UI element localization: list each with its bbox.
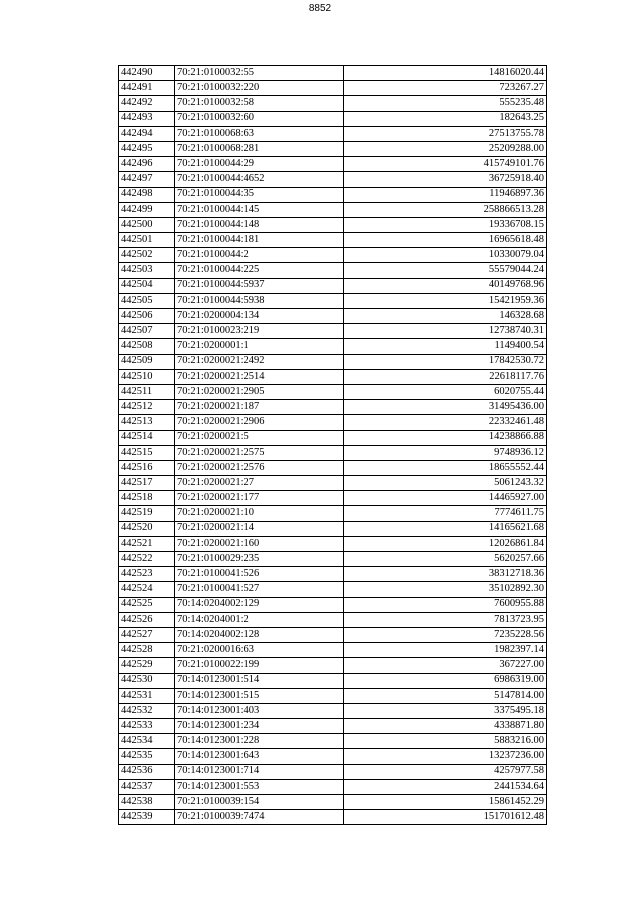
table-row: [119, 582, 547, 597]
row-number-cell: 442530: [119, 673, 175, 688]
row-number-cell: 442508: [119, 339, 175, 354]
cadastral-value-cell: 11946897.36: [344, 187, 547, 202]
table-row: [119, 703, 547, 718]
cadastral-number-cell: 70:21:0100044:29: [175, 157, 344, 172]
table-row: [119, 612, 547, 627]
cadastral-number-cell: 70:21:0100022:199: [175, 658, 344, 673]
row-number-cell: 442525: [119, 597, 175, 612]
cadastral-value-cell: 15861452.29: [344, 795, 547, 810]
cadastral-number-cell: 70:21:0100039:7474: [175, 810, 344, 825]
table-row: [119, 430, 547, 445]
table-row: [119, 719, 547, 734]
cadastral-number-cell: 70:21:0100044:148: [175, 217, 344, 232]
cadastral-value-cell: 38312718.36: [344, 567, 547, 582]
cadastral-value-cell: 14465927.00: [344, 491, 547, 506]
row-number-cell: 442524: [119, 582, 175, 597]
table-row: [119, 734, 547, 749]
table-row: [119, 111, 547, 126]
table-row: [119, 476, 547, 491]
table-row: [119, 749, 547, 764]
cadastral-number-cell: 70:21:0200021:2576: [175, 460, 344, 475]
table-row: [119, 536, 547, 551]
row-number-cell: 442514: [119, 430, 175, 445]
cadastral-value-cell: 14238866.88: [344, 430, 547, 445]
cadastral-number-cell: 70:14:0204002:129: [175, 597, 344, 612]
row-number-cell: 442518: [119, 491, 175, 506]
cadastral-number-cell: 70:21:0200001:1: [175, 339, 344, 354]
table-row: [119, 567, 547, 582]
row-number-cell: 442491: [119, 81, 175, 96]
table-row: [119, 172, 547, 187]
cadastral-number-cell: 70:21:0200021:2514: [175, 369, 344, 384]
cadastral-value-cell: 6986319.00: [344, 673, 547, 688]
row-number-cell: 442521: [119, 536, 175, 551]
cadastral-number-cell: 70:21:0100032:220: [175, 81, 344, 96]
cadastral-number-cell: 70:21:0100032:60: [175, 111, 344, 126]
cadastral-value-cell: 7600955.88: [344, 597, 547, 612]
row-number-cell: 442532: [119, 703, 175, 718]
cadastral-number-cell: 70:21:0100044:5938: [175, 293, 344, 308]
cadastral-value-cell: 22332461.48: [344, 415, 547, 430]
table-row: [119, 521, 547, 536]
cadastral-number-cell: 70:14:0123001:714: [175, 764, 344, 779]
table-row: [119, 354, 547, 369]
cadastral-value-cell: 4338871.80: [344, 719, 547, 734]
cadastral-number-cell: 70:21:0100068:63: [175, 126, 344, 141]
cadastral-value-cell: 5061243.32: [344, 476, 547, 491]
row-number-cell: 442494: [119, 126, 175, 141]
cadastral-value-cell: 415749101.76: [344, 157, 547, 172]
cadastral-number-cell: 70:21:0200021:2906: [175, 415, 344, 430]
table-row: [119, 126, 547, 141]
cadastral-number-cell: 70:21:0100041:527: [175, 582, 344, 597]
row-number-cell: 442495: [119, 141, 175, 156]
row-number-cell: 442537: [119, 779, 175, 794]
table-row: [119, 491, 547, 506]
row-number-cell: 442492: [119, 96, 175, 111]
row-number-cell: 442528: [119, 643, 175, 658]
table-row: [119, 506, 547, 521]
cadastral-number-cell: 70:21:0100032:58: [175, 96, 344, 111]
cadastral-number-cell: 70:21:0200016:63: [175, 643, 344, 658]
table-row: [119, 66, 547, 81]
table-row: [119, 597, 547, 612]
table-row: [119, 688, 547, 703]
cadastral-value-cell: 182643.25: [344, 111, 547, 126]
cadastral-value-cell: 14165621.68: [344, 521, 547, 536]
cadastral-number-cell: 70:14:0123001:553: [175, 779, 344, 794]
table-row: [119, 384, 547, 399]
cadastral-number-cell: 70:14:0204002:128: [175, 627, 344, 642]
row-number-cell: 442502: [119, 248, 175, 263]
table-row: [119, 673, 547, 688]
cadastral-number-cell: 70:21:0100039:154: [175, 795, 344, 810]
row-number-cell: 442509: [119, 354, 175, 369]
cadastral-value-cell: 151701612.48: [344, 810, 547, 825]
row-number-cell: 442493: [119, 111, 175, 126]
table-row: [119, 96, 547, 111]
cadastral-number-cell: 70:21:0200021:14: [175, 521, 344, 536]
row-number-cell: 442529: [119, 658, 175, 673]
table-row: [119, 324, 547, 339]
cadastral-value-cell: 3375495.18: [344, 703, 547, 718]
table-row: [119, 217, 547, 232]
cadastral-number-cell: 70:14:0123001:234: [175, 719, 344, 734]
cadastral-value-cell: 14816020.44: [344, 66, 547, 81]
cadastral-number-cell: 70:21:0100044:4652: [175, 172, 344, 187]
cadastral-value-cell: 12738740.31: [344, 324, 547, 339]
table-row: [119, 764, 547, 779]
row-number-cell: 442505: [119, 293, 175, 308]
table-row: [119, 293, 547, 308]
table-row: [119, 157, 547, 172]
cadastral-value-cell: 5883216.00: [344, 734, 547, 749]
table-row: [119, 339, 547, 354]
table-row: [119, 248, 547, 263]
table-row: [119, 552, 547, 567]
cadastral-value-cell: 7774611.75: [344, 506, 547, 521]
cadastral-value-cell: 55579044.24: [344, 263, 547, 278]
cadastral-number-cell: 70:14:0123001:643: [175, 749, 344, 764]
cadastral-number-cell: 70:21:0100044:181: [175, 233, 344, 248]
table-row: [119, 810, 547, 825]
cadastral-value-cell: 19336708.15: [344, 217, 547, 232]
cadastral-value-cell: 7235228.56: [344, 627, 547, 642]
cadastral-number-cell: 70:21:0200021:160: [175, 536, 344, 551]
table-row: [119, 445, 547, 460]
cadastral-value-cell: 258866513.28: [344, 202, 547, 217]
row-number-cell: 442511: [119, 384, 175, 399]
row-number-cell: 442534: [119, 734, 175, 749]
cadastral-value-cell: 36725918.40: [344, 172, 547, 187]
row-number-cell: 442497: [119, 172, 175, 187]
row-number-cell: 442520: [119, 521, 175, 536]
cadastral-value-cell: 13237236.00: [344, 749, 547, 764]
cadastral-value-table: [118, 65, 547, 825]
table-row: [119, 369, 547, 384]
table-row: [119, 233, 547, 248]
row-number-cell: 442519: [119, 506, 175, 521]
row-number-cell: 442515: [119, 445, 175, 460]
cadastral-number-cell: 70:21:0100044:5937: [175, 278, 344, 293]
cadastral-number-cell: 70:14:0123001:515: [175, 688, 344, 703]
cadastral-value-cell: 723267.27: [344, 81, 547, 96]
page-number: 8852: [308, 3, 332, 14]
table-row: [119, 263, 547, 278]
table-row: [119, 460, 547, 475]
cadastral-value-cell: 146328.68: [344, 309, 547, 324]
cadastral-value-cell: 367227.00: [344, 658, 547, 673]
table-row: [119, 779, 547, 794]
cadastral-value-cell: 12026861.84: [344, 536, 547, 551]
table-row: [119, 627, 547, 642]
table-row: [119, 415, 547, 430]
cadastral-number-cell: 70:14:0123001:514: [175, 673, 344, 688]
row-number-cell: 442501: [119, 233, 175, 248]
cadastral-value-cell: 9748936.12: [344, 445, 547, 460]
row-number-cell: 442500: [119, 217, 175, 232]
cadastral-number-cell: 70:21:0100023:219: [175, 324, 344, 339]
row-number-cell: 442517: [119, 476, 175, 491]
row-number-cell: 442526: [119, 612, 175, 627]
cadastral-number-cell: 70:21:0200021:10: [175, 506, 344, 521]
row-number-cell: 442533: [119, 719, 175, 734]
cadastral-number-cell: 70:21:0100068:281: [175, 141, 344, 156]
cadastral-value-cell: 1982397.14: [344, 643, 547, 658]
table-row: [119, 141, 547, 156]
cadastral-number-cell: 70:21:0100044:145: [175, 202, 344, 217]
row-number-cell: 442490: [119, 66, 175, 81]
table-body: [119, 66, 547, 825]
cadastral-value-cell: 4257977.58: [344, 764, 547, 779]
table-row: [119, 187, 547, 202]
cadastral-value-cell: 31495436.00: [344, 400, 547, 415]
row-number-cell: 442503: [119, 263, 175, 278]
cadastral-value-cell: 17842530.72: [344, 354, 547, 369]
cadastral-value-cell: 555235.48: [344, 96, 547, 111]
cadastral-value-cell: 25209288.00: [344, 141, 547, 156]
cadastral-number-cell: 70:21:0200021:27: [175, 476, 344, 491]
row-number-cell: 442512: [119, 400, 175, 415]
cadastral-value-cell: 22618117.76: [344, 369, 547, 384]
cadastral-number-cell: 70:21:0200004:134: [175, 309, 344, 324]
table-row: [119, 309, 547, 324]
cadastral-value-cell: 10330079.04: [344, 248, 547, 263]
table-row: [119, 202, 547, 217]
cadastral-value-cell: 5147814.00: [344, 688, 547, 703]
cadastral-value-cell: 35102892.30: [344, 582, 547, 597]
cadastral-value-cell: 18655552.44: [344, 460, 547, 475]
cadastral-number-cell: 70:21:0200021:5: [175, 430, 344, 445]
row-number-cell: 442536: [119, 764, 175, 779]
cadastral-number-cell: 70:14:0123001:403: [175, 703, 344, 718]
cadastral-number-cell: 70:21:0200021:187: [175, 400, 344, 415]
row-number-cell: 442516: [119, 460, 175, 475]
cadastral-value-cell: 1149400.54: [344, 339, 547, 354]
cadastral-number-cell: 70:14:0123001:228: [175, 734, 344, 749]
row-number-cell: 442531: [119, 688, 175, 703]
cadastral-value-cell: 16965618.48: [344, 233, 547, 248]
cadastral-number-cell: 70:21:0200021:2905: [175, 384, 344, 399]
cadastral-number-cell: 70:21:0100044:35: [175, 187, 344, 202]
row-number-cell: 442506: [119, 309, 175, 324]
cadastral-value-cell: 6020755.44: [344, 384, 547, 399]
cadastral-value-cell: 7813723.95: [344, 612, 547, 627]
cadastral-number-cell: 70:21:0100032:55: [175, 66, 344, 81]
row-number-cell: 442504: [119, 278, 175, 293]
row-number-cell: 442523: [119, 567, 175, 582]
row-number-cell: 442498: [119, 187, 175, 202]
row-number-cell: 442535: [119, 749, 175, 764]
row-number-cell: 442499: [119, 202, 175, 217]
table-row: [119, 81, 547, 96]
row-number-cell: 442538: [119, 795, 175, 810]
cadastral-number-cell: 70:21:0200021:2575: [175, 445, 344, 460]
cadastral-number-cell: 70:21:0100044:2: [175, 248, 344, 263]
cadastral-number-cell: 70:21:0100041:526: [175, 567, 344, 582]
table-row: [119, 643, 547, 658]
row-number-cell: 442527: [119, 627, 175, 642]
table-row: [119, 400, 547, 415]
row-number-cell: 442507: [119, 324, 175, 339]
row-number-cell: 442522: [119, 552, 175, 567]
cadastral-value-cell: 40149768.96: [344, 278, 547, 293]
cadastral-number-cell: 70:21:0200021:2492: [175, 354, 344, 369]
table-row: [119, 795, 547, 810]
cadastral-number-cell: 70:21:0200021:177: [175, 491, 344, 506]
cadastral-number-cell: 70:21:0100044:225: [175, 263, 344, 278]
cadastral-value-cell: 27513755.78: [344, 126, 547, 141]
cadastral-number-cell: 70:14:0204001:2: [175, 612, 344, 627]
cadastral-value-cell: 2441534.64: [344, 779, 547, 794]
cadastral-value-cell: 15421959.36: [344, 293, 547, 308]
row-number-cell: 442513: [119, 415, 175, 430]
table-row: [119, 658, 547, 673]
row-number-cell: 442510: [119, 369, 175, 384]
table-row: [119, 278, 547, 293]
row-number-cell: 442496: [119, 157, 175, 172]
row-number-cell: 442539: [119, 810, 175, 825]
cadastral-number-cell: 70:21:0100029:235: [175, 552, 344, 567]
cadastral-value-cell: 5620257.66: [344, 552, 547, 567]
